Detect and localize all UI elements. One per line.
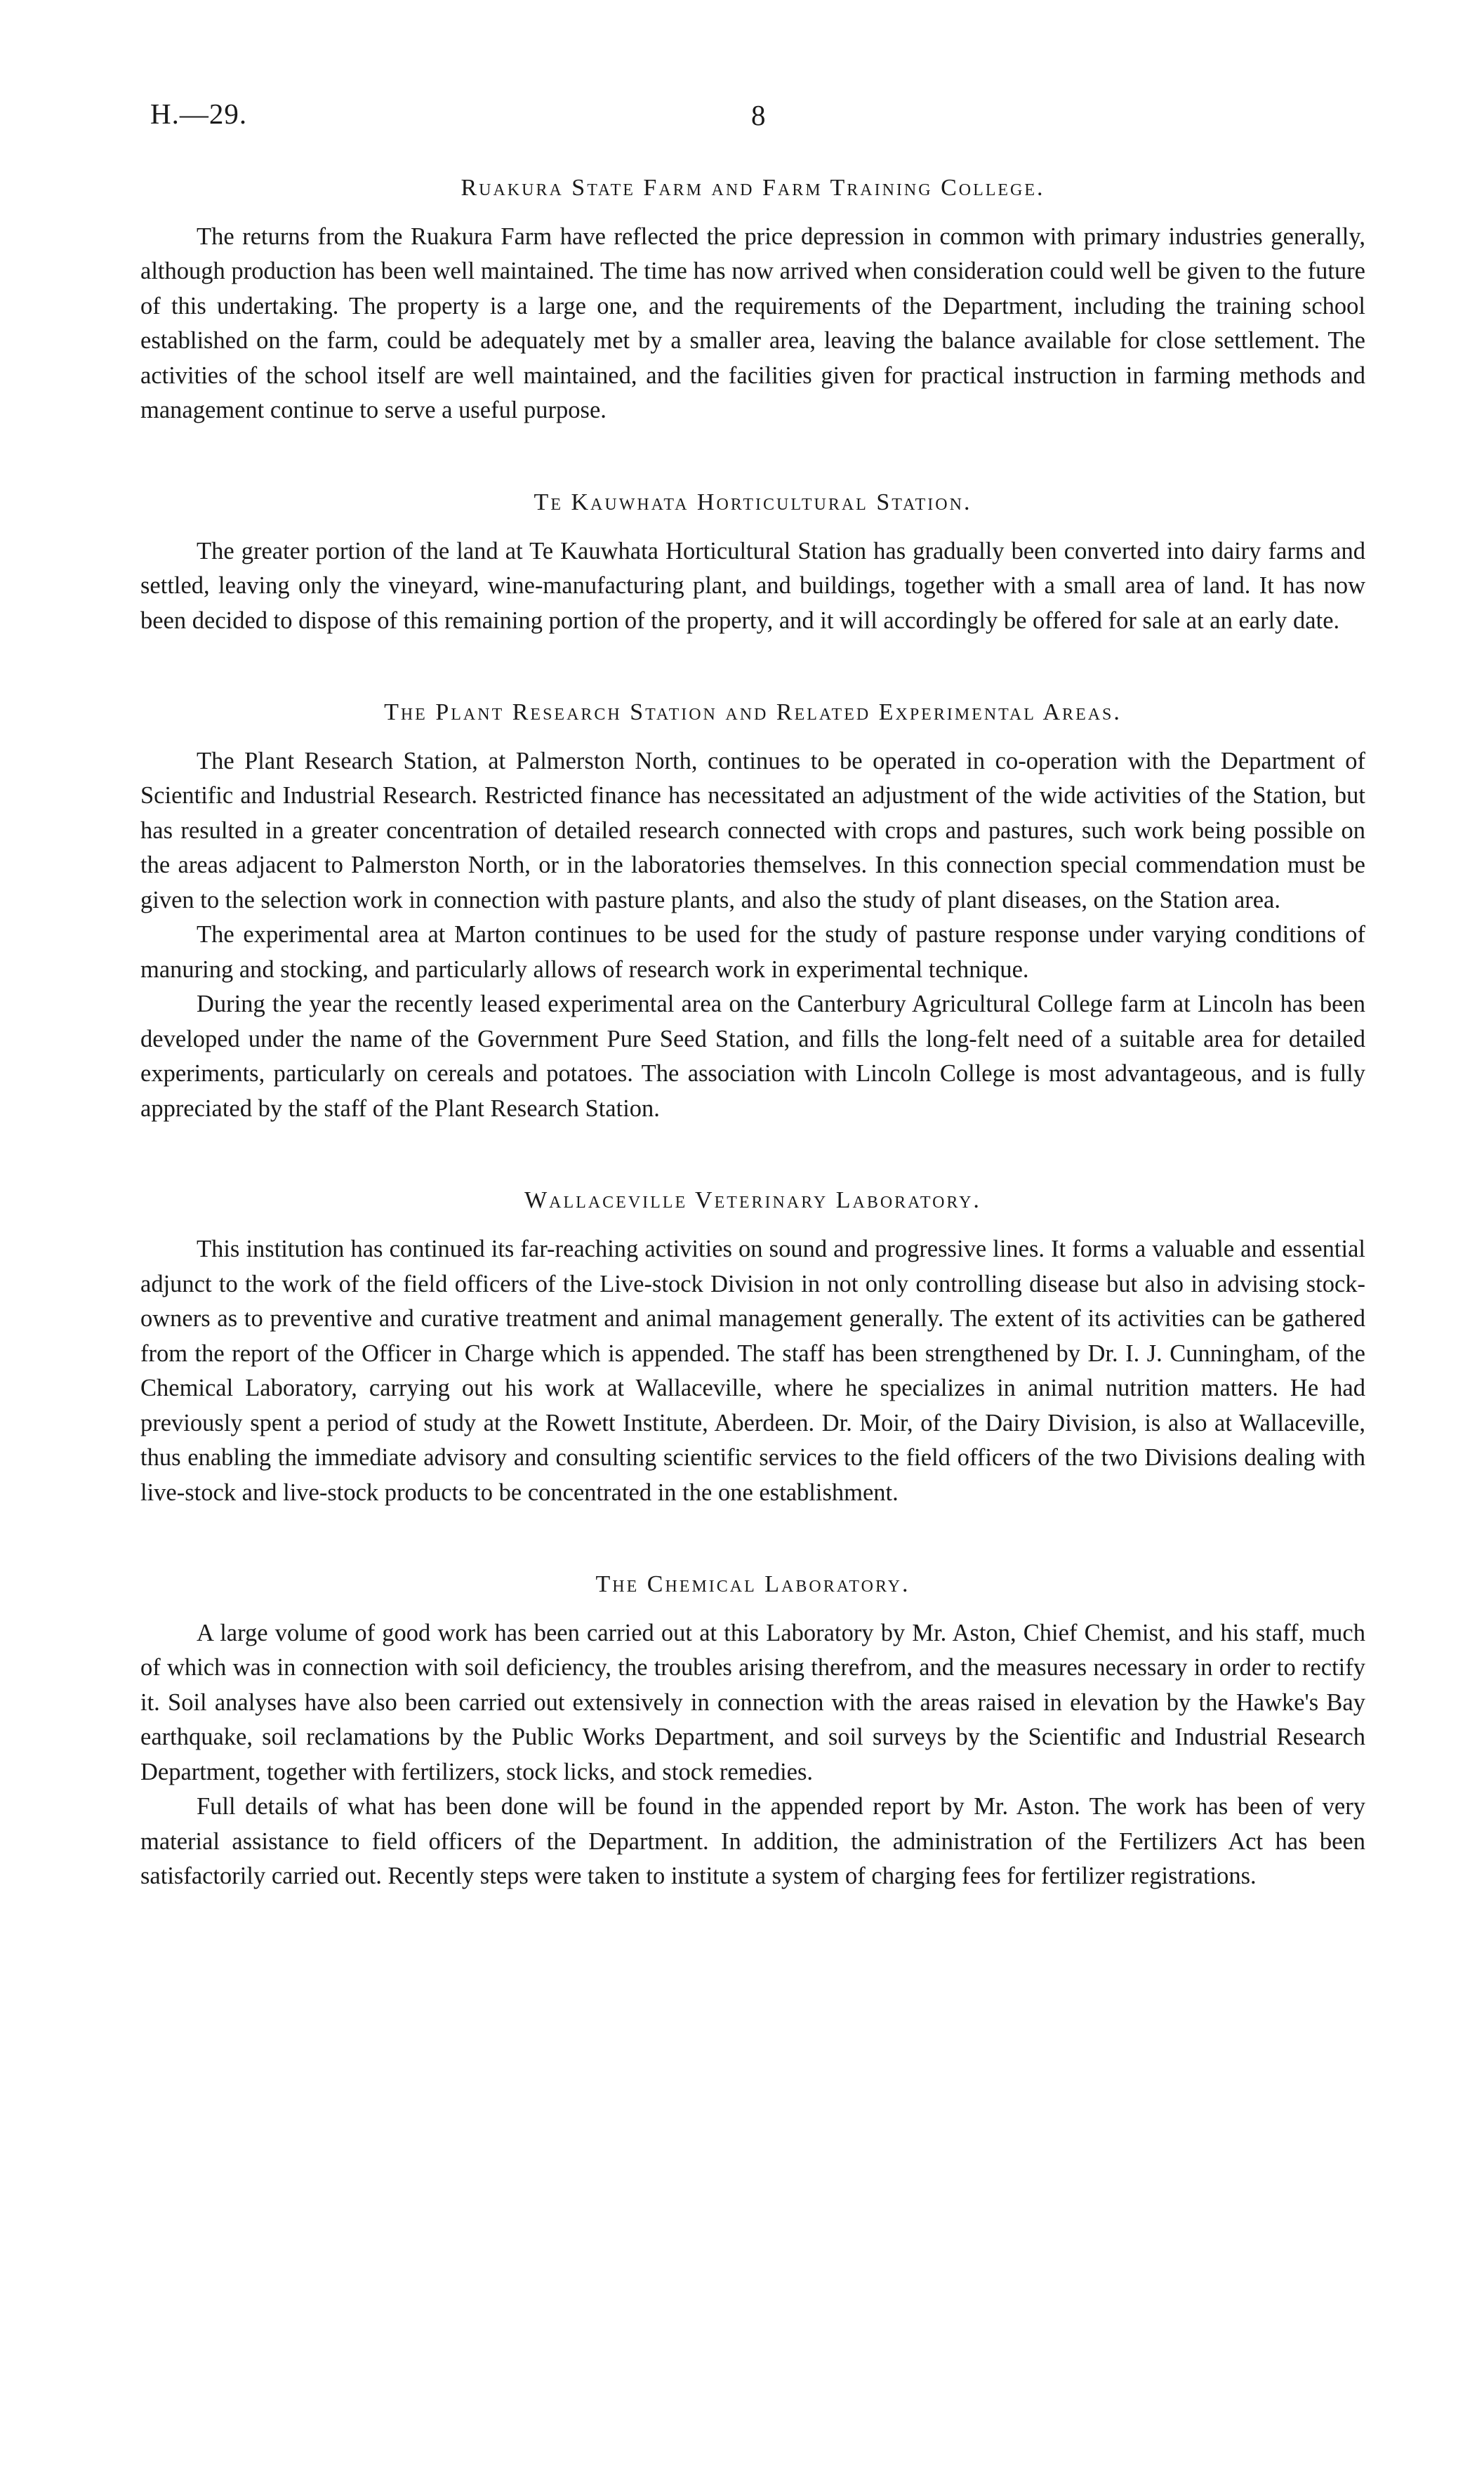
section-ruakura [140, 174, 1365, 428]
paragraph: The experimental area at Marton continues to be used for the study of pasture response under varying conditions of manuring and stocking, and particularly allows of research work in experimental technique. [140, 921, 1365, 983]
paragraph: Full details of what has been done will be found in the appended report by Mr. Aston. The work has been of very material assistance to field officers of the Department. In addition, the administration of the Fertilizers Act has been satisfactorily carried out. Recently steps were taken to institute a system of charging fees for fertilizer registrations. [140, 1793, 1365, 1890]
paragraph: The Plant Research Station, at Palmerston North, continues to be operated in co-operation with the Department of Scientific and Industrial Research. Restricted finance has necessitated an adjustment of the wide activities of the Station, but has resulted in a greater concentration of detailed research connected with crops and pastures, such work being possible on the areas adjacent to Palmerston North, or in the laboratories themselves. In this connection special commendation must be given to the selection work in connection with pasture plants, and also the study of plant diseases, on the Station area. [140, 747, 1365, 913]
section-te-kauwhata [140, 489, 1365, 638]
section-heading: The Plant Research Station and Related Experimental Areas. [384, 699, 1122, 726]
paragraph: The greater portion of the land at Te Kauwhata Horticultural Station has gradually been converted into dairy farms and settled, leaving only the vineyard, wine-manufacturing plant, and buildings, together with a small area of land. It has now been decided to dispose of this remaining portion of the property, and it will accordingly be offered for sale at an early date. [140, 537, 1365, 634]
section-chemical-laboratory [140, 1571, 1365, 1894]
section-heading: The Chemical Laboratory. [595, 1571, 910, 1598]
paragraph: A large volume of good work has been carried out at this Laboratory by Mr. Aston, Chief Chemist, and his staff, much of which was in connection with soil deficiency, the troubles arising therefrom, and the measures necessary in order to rectify it. Soil analyses have also been carried out extensively in connection with the areas raised in elevation by the Hawke's Bay earthquake, soil reclamations by the Public Works Department, and soil surveys by the Scientific and Industrial Research Department, together with fertilizers, stock licks, and stock remedies. [140, 1619, 1365, 1785]
document-reference: H.—29. [150, 98, 248, 130]
page-body [140, 174, 1365, 1955]
section-heading: Te Kauwhata Horticultural Station. [534, 489, 972, 515]
section-wallaceville [140, 1186, 1365, 1510]
section-plant-research [140, 699, 1365, 1126]
paragraph: The returns from the Ruakura Farm have reflected the price depression in common with primary industries generally, although production has been well maintained. The time has now arrived when consideration could well be given to the future of this undertaking. The property is a large one, and the requirements of the Department, including the training school established on the farm, could be adequately met by a smaller area, leaving the balance available for close settlement. The activities of the school itself are well maintained, and the facilities given for practical instruction in farming methods and management continue to serve a useful purpose. [140, 223, 1365, 424]
section-heading: Wallaceville Veterinary Laboratory. [524, 1187, 981, 1214]
page-header [150, 97, 1365, 139]
section-heading: Ruakura State Farm and Farm Training College. [461, 175, 1045, 201]
page-number: 8 [751, 99, 766, 131]
paragraph: This institution has continued its far-reaching activities on sound and progressive lines. It forms a valuable and essential adjunct to the work of the field officers of the Live-stock Division in not only controlling disease but also in advising stock-owners as to preventive and curative treatment and animal management generally. The extent of its activities can be gathered from the report of the Officer in Charge which is appended. The staff has been strengthened by Dr. I. J. Cunningham, of the Chemical Laboratory, carrying out his work at Wallaceville, where he specializes in animal nutrition matters. He had previously spent a period of study at the Rowett Institute, Aberdeen. Dr. Moir, of the Dairy Division, is also at Wallaceville, thus enabling the immediate advisory and consulting scientific services to the field officers of the two Divisions dealing with live-stock and live-stock products to be concentrated in the one establishment. [140, 1236, 1365, 1506]
paragraph: During the year the recently leased experimental area on the Canterbury Agricultural College farm at Lincoln has been developed under the name of the Government Pure Seed Station, and fills the long-felt need of a suitable area for detailed experiments, particularly on cereals and potatoes. The association with Lincoln College is most advantageous, and is fully appreciated by the staff of the Plant Research Station. [140, 991, 1365, 1122]
